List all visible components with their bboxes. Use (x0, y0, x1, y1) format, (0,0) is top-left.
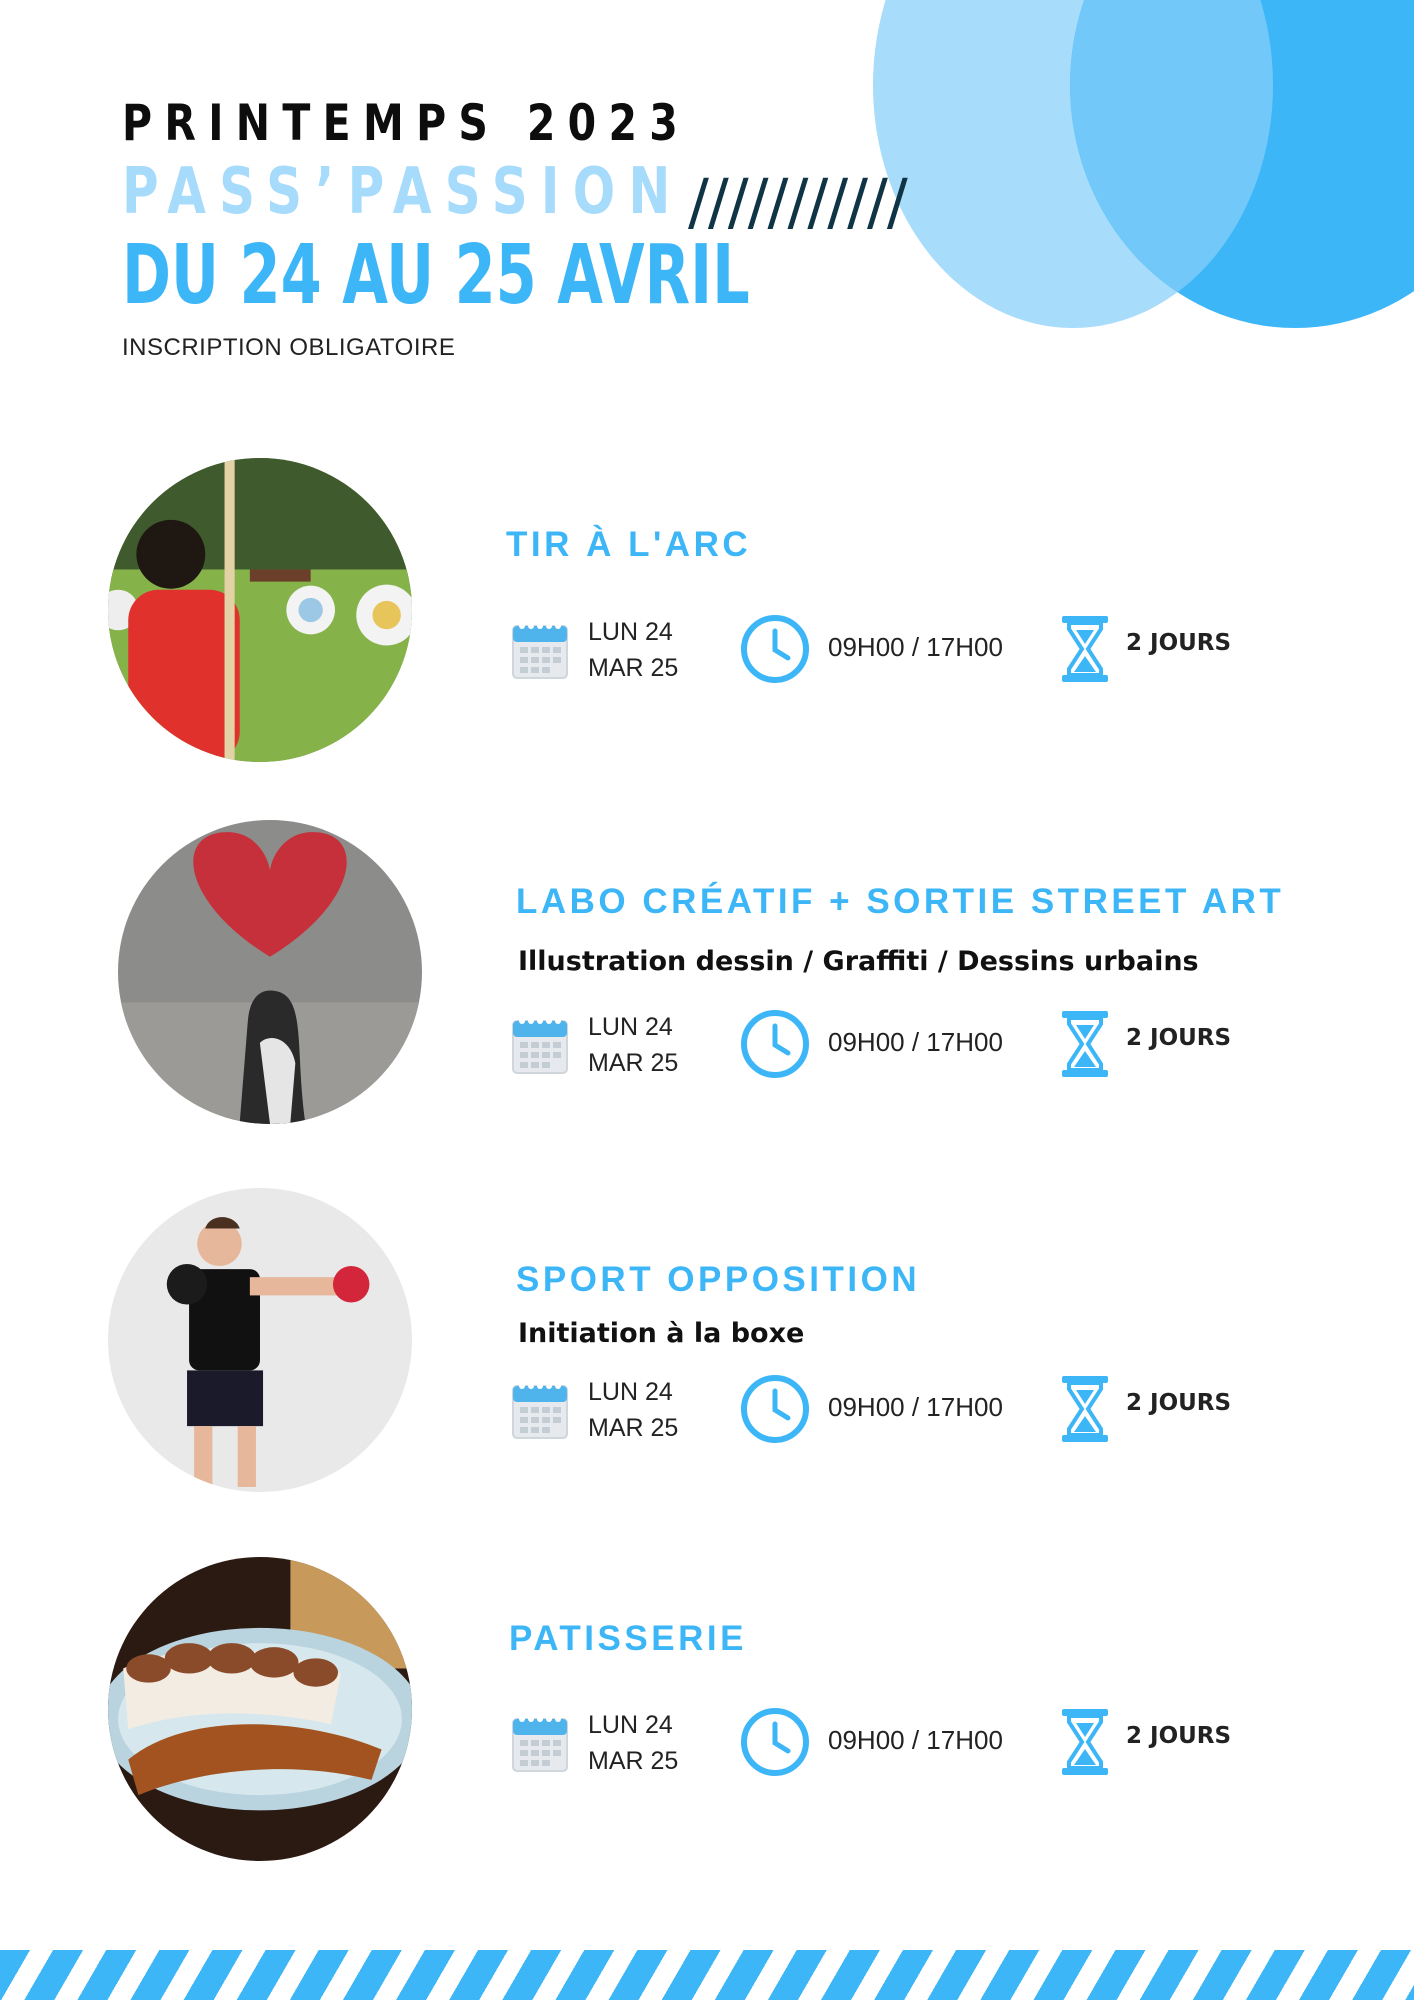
activity-subtitle: Initiation à la boxe (518, 1318, 805, 1349)
day-end: MAR 25 (588, 1049, 679, 1077)
archery-photo (108, 458, 412, 762)
day-end: MAR 25 (588, 1414, 679, 1442)
slash-decoration: /////////// (688, 165, 907, 238)
boxing-photo (108, 1188, 412, 1492)
schedule-info (512, 1370, 1312, 1450)
hourglass-icon (1060, 1707, 1110, 1777)
clock-icon (740, 614, 810, 684)
hourglass-icon (1060, 614, 1110, 684)
season-label: PRINTEMPS 2023 (122, 94, 691, 152)
calendar-icon (512, 620, 568, 680)
hourglass-icon (1060, 1009, 1110, 1079)
schedule-info (512, 1703, 1312, 1783)
schedule-info (512, 610, 1312, 690)
registration-note: INSCRIPTION OBLIGATOIRE (122, 334, 456, 361)
schedule-info (512, 1005, 1312, 1085)
street-art-photo (118, 820, 422, 1124)
calendar-icon (512, 1713, 568, 1773)
clock-icon (740, 1707, 810, 1777)
bottom-stripe-band (0, 1950, 1414, 2000)
activity-boxing (0, 1188, 1414, 1498)
activity-subtitle: Illustration dessin / Graffiti / Dessins urbains (518, 946, 1199, 977)
pastry-photo (108, 1557, 412, 1861)
day-end: MAR 25 (588, 654, 679, 682)
activity-title: TIR À L'ARC (506, 525, 752, 564)
day-end: MAR 25 (588, 1747, 679, 1775)
days (588, 1009, 678, 1081)
day-start: LUN 24 (588, 1013, 673, 1041)
hours: 09H00 / 17H00 (828, 1392, 1003, 1422)
clock-icon (740, 1374, 810, 1444)
day-start: LUN 24 (588, 1378, 673, 1406)
hours: 09H00 / 17H00 (828, 1725, 1003, 1755)
duration: 2 JOURS (1126, 1025, 1232, 1051)
hourglass-icon (1060, 1374, 1110, 1444)
poster-header (122, 92, 994, 362)
days (588, 1374, 678, 1446)
days (588, 1707, 678, 1779)
activity-pastry (0, 1557, 1414, 1867)
activity-title: SPORT OPPOSITION (516, 1260, 921, 1299)
activity-archery (0, 455, 1414, 765)
duration: 2 JOURS (1126, 1390, 1232, 1416)
duration: 2 JOURS (1126, 630, 1232, 656)
clock-icon (740, 1009, 810, 1079)
activity-title: LABO CRÉATIF + SORTIE STREET ART (516, 882, 1285, 921)
calendar-icon (512, 1380, 568, 1440)
date-range: DU 24 AU 25 AVRIL (122, 228, 750, 323)
day-start: LUN 24 (588, 1711, 673, 1739)
calendar-icon (512, 1015, 568, 1075)
hours: 09H00 / 17H00 (828, 1027, 1003, 1057)
activity-title: PATISSERIE (509, 1619, 747, 1658)
days (588, 614, 678, 686)
hours: 09H00 / 17H00 (828, 632, 1003, 662)
day-start: LUN 24 (588, 618, 673, 646)
program-title: PASS’PASSION (122, 155, 684, 229)
activity-street-art (0, 820, 1414, 1130)
duration: 2 JOURS (1126, 1723, 1232, 1749)
